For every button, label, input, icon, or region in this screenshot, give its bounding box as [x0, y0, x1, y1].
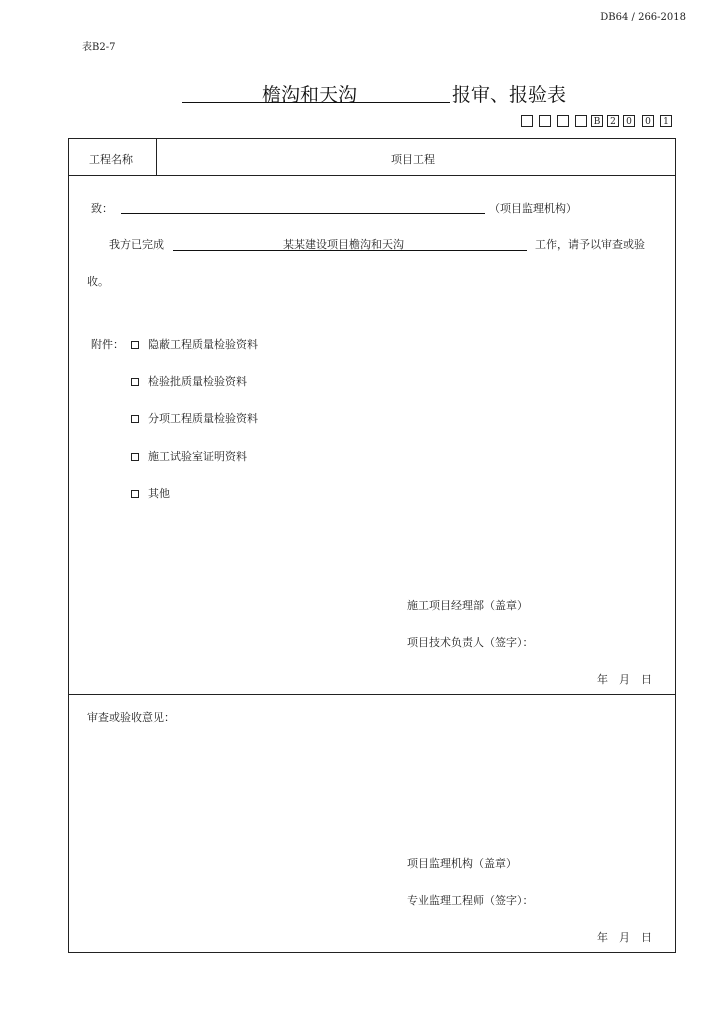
project-name-label: 工程名称 [89, 153, 133, 166]
column-divider [156, 139, 157, 175]
code-box [557, 115, 569, 127]
completed-suffix-continued: 收。 [87, 275, 109, 288]
completed-work: 某某建设项目檐沟和天沟 [283, 238, 404, 251]
code-box: 1 [660, 115, 672, 127]
code-box [521, 115, 533, 127]
review-opinion-label: 审查或验收意见： [87, 711, 175, 724]
completed-prefix: 我方已完成 [109, 238, 164, 251]
checkbox-icon[interactable] [131, 378, 139, 386]
checkbox-icon[interactable] [131, 453, 139, 461]
to-suffix: （项目监理机构） [489, 202, 577, 215]
code-box: B [591, 115, 603, 127]
date-line: 年 月 日 [597, 673, 652, 686]
to-underline [121, 213, 485, 214]
attachment-item: 其他 [131, 485, 170, 501]
title-subject: 檐沟和天沟 [262, 84, 358, 106]
date-line: 年 月 日 [597, 931, 652, 944]
to-label: 致： [91, 202, 113, 215]
code-box: 0 [642, 115, 654, 127]
attachment-item: 分项工程质量检验资料 [131, 410, 258, 426]
code-box: 0 [623, 115, 635, 127]
code-box: 2 [607, 115, 619, 127]
supervisor-organization: 项目监理机构（盖章） [407, 857, 517, 870]
supervisor-engineer-signature: 专业监理工程师（签字）： [407, 894, 534, 907]
attachment-item: 隐蔽工程质量检验资料 [131, 336, 258, 352]
title-suffix: 报审、报验表 [452, 84, 567, 106]
contractor-department: 施工项目经理部（盖章） [407, 599, 528, 612]
project-name-value: 项目工程 [391, 153, 435, 166]
row-divider [69, 175, 675, 176]
attachment-item: 检验批质量检验资料 [131, 373, 247, 389]
section-divider [69, 694, 675, 695]
attachment-item: 施工试验室证明资料 [131, 448, 247, 464]
standard-number: DB64 / 266-2018 [600, 12, 686, 23]
attachments-label: 附件： [91, 338, 124, 351]
checkbox-icon[interactable] [131, 490, 139, 498]
technical-lead-signature: 项目技术负责人（签字）： [407, 636, 534, 649]
code-box [575, 115, 587, 127]
form-frame [68, 138, 676, 953]
table-number: 表B2-7 [82, 42, 116, 53]
code-box [539, 115, 551, 127]
checkbox-icon[interactable] [131, 415, 139, 423]
checkbox-icon[interactable] [131, 341, 139, 349]
completed-suffix: 工作，请予以审查或验 [535, 238, 645, 251]
